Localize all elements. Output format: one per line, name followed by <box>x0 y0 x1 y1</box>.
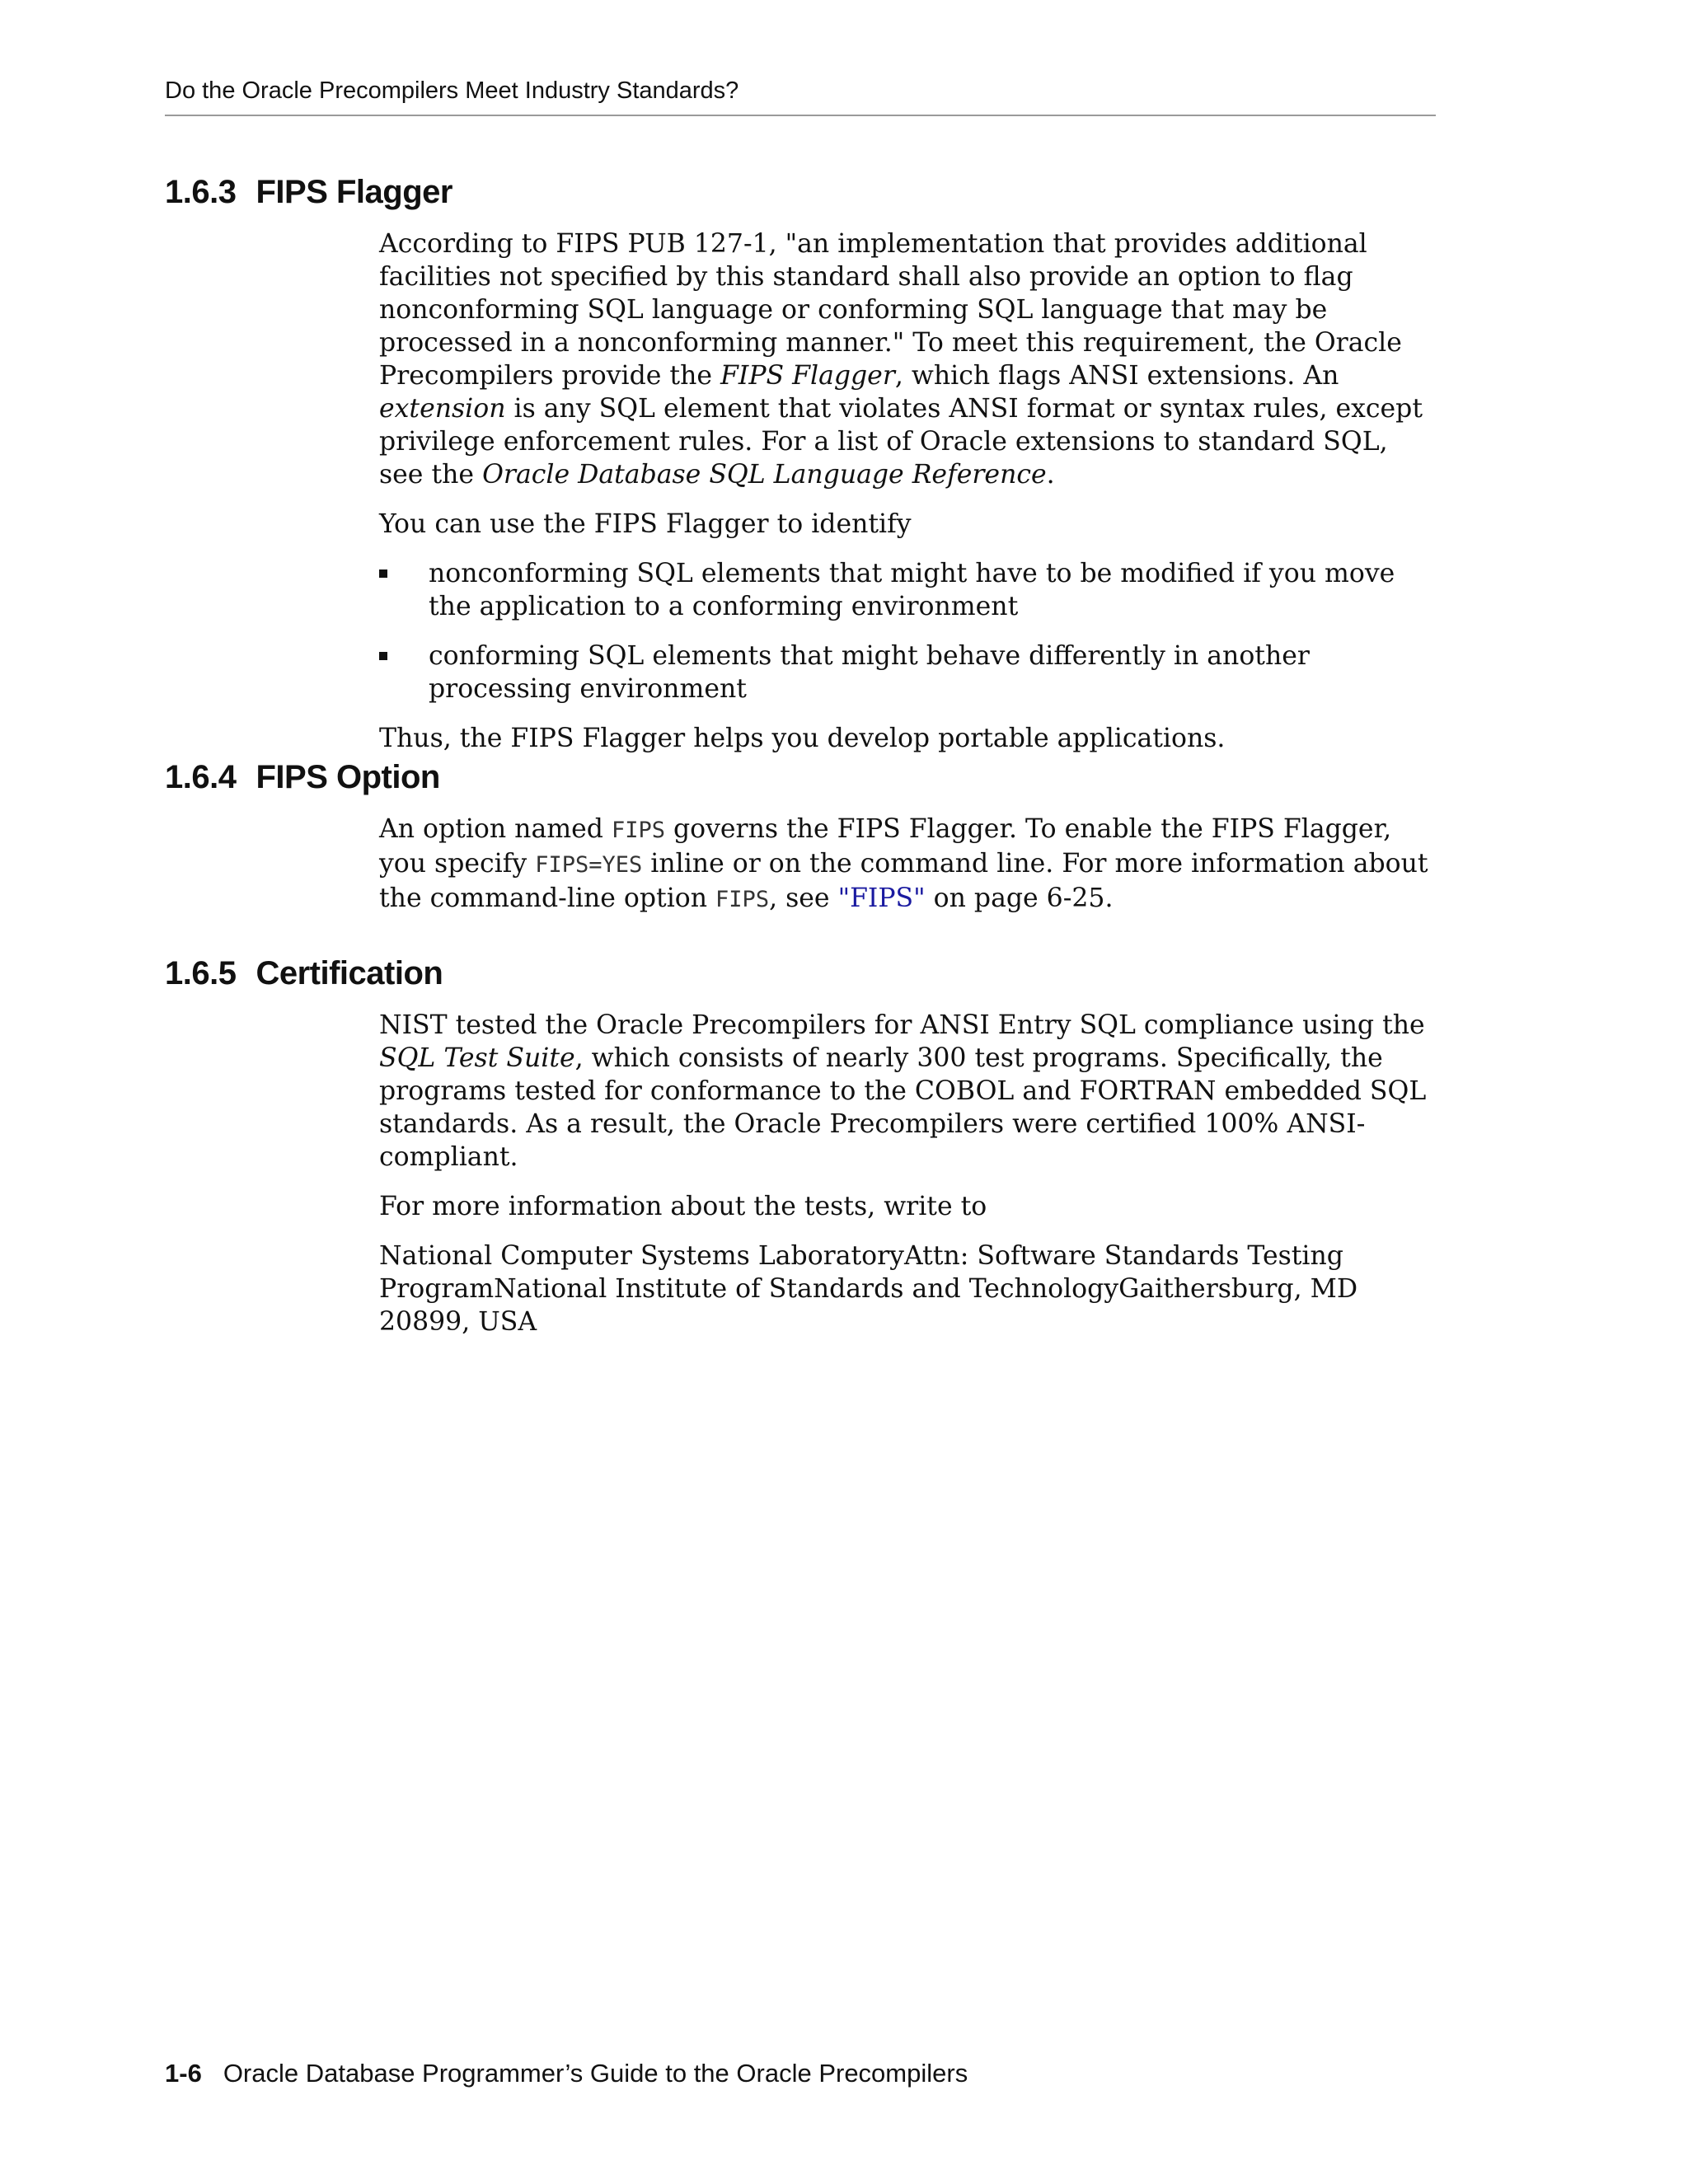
text-run: governs the FIPS Flagger. To enable the FIPS Flagger, you specify <box>379 814 1392 879</box>
square-bullet-icon <box>379 652 387 660</box>
paragraph <box>379 227 1436 491</box>
book-title: Oracle Database Programmer’s Guide to the Oracle Precompilers <box>223 2059 968 2088</box>
section-title: Certification <box>256 955 443 991</box>
section-number: 1.6.5 <box>165 955 237 991</box>
square-bullet-icon <box>379 569 387 578</box>
section-number: 1.6.4 <box>165 759 237 795</box>
text-run: , which consists of nearly 300 test programs. Specifically, the programs tested for conformance to the COBOL and FORTRAN embedded SQL standards. As a result, the Oracle Precompilers were certified 100% ANSI-compliant. <box>379 1043 1427 1172</box>
section-body <box>379 1009 1436 1338</box>
section-title: FIPS Flagger <box>256 174 452 210</box>
paragraph <box>379 813 1436 916</box>
list-item <box>379 557 1436 623</box>
mailing-address: National Computer Systems LaboratoryAttn: Software Standards Testing ProgramNational Institute of Standards and TechnologyGaithersburg, MD 20899, USA <box>379 1241 1358 1337</box>
text-run: NIST tested the Oracle Precompilers for ANSI Entry SQL compliance using the <box>379 1010 1425 1040</box>
code-literal: FIPS=YES <box>535 852 643 878</box>
list-item <box>379 640 1436 705</box>
fips-cross-reference-link[interactable]: "FIPS" <box>837 883 926 913</box>
text-run: , see <box>769 883 838 913</box>
page-number: 1-6 <box>165 2059 202 2088</box>
paragraph: Thus, the FIPS Flagger helps you develop portable applications. <box>379 724 1226 753</box>
code-literal: FIPS <box>611 818 665 843</box>
section-certification <box>165 953 1436 1355</box>
emphasis: extension <box>379 394 506 424</box>
code-literal: FIPS <box>715 887 770 912</box>
text-run: . <box>1046 460 1055 490</box>
paragraph: For more information about the tests, write to <box>379 1192 987 1221</box>
section-heading <box>165 953 1436 994</box>
text-run: on page 6-25. <box>925 883 1114 913</box>
list-item-text: nonconforming SQL elements that might have to be modified if you move the application to a conforming environment <box>429 559 1395 621</box>
section-fips-flagger <box>165 171 1436 771</box>
paragraph: You can use the FIPS Flagger to identify <box>379 509 912 539</box>
emphasis: FIPS Flagger <box>720 361 895 391</box>
section-fips-option <box>165 757 1436 933</box>
text-run: According to FIPS PUB 127-1, "an implementation that provides additional facilities not specified by this standard shall also provide an option to flag nonconforming SQL language or conforming SQL language that may be processed in a nonconforming manner." To meet this requirement, the Oracle Precompilers provide the <box>379 229 1402 391</box>
text-run: is any SQL element that violates ANSI format or syntax rules, except privilege enforcement rules. For a list of Oracle extensions to standard SQL, see the <box>379 394 1423 490</box>
bullet-list <box>379 557 1436 705</box>
emphasis: Oracle Database SQL Language Reference <box>482 460 1047 490</box>
emphasis: SQL Test Suite <box>379 1043 575 1073</box>
section-title: FIPS Option <box>256 759 440 795</box>
running-header: Do the Oracle Precompilers Meet Industry Standards? <box>165 76 1436 116</box>
paragraph <box>379 1009 1436 1174</box>
section-body <box>379 227 1436 755</box>
section-heading <box>165 171 1436 213</box>
text-run: inline or on the command line. For more information about the command-line option <box>379 849 1428 913</box>
list-item-text: conforming SQL elements that might behave differently in another processing environment <box>429 641 1310 704</box>
section-body <box>379 813 1436 916</box>
text-run: , which flags ANSI extensions. An <box>894 361 1339 391</box>
section-number: 1.6.3 <box>165 174 237 210</box>
page-footer <box>165 2057 968 2090</box>
text-run: An option named <box>379 814 612 844</box>
section-heading <box>165 757 1436 798</box>
